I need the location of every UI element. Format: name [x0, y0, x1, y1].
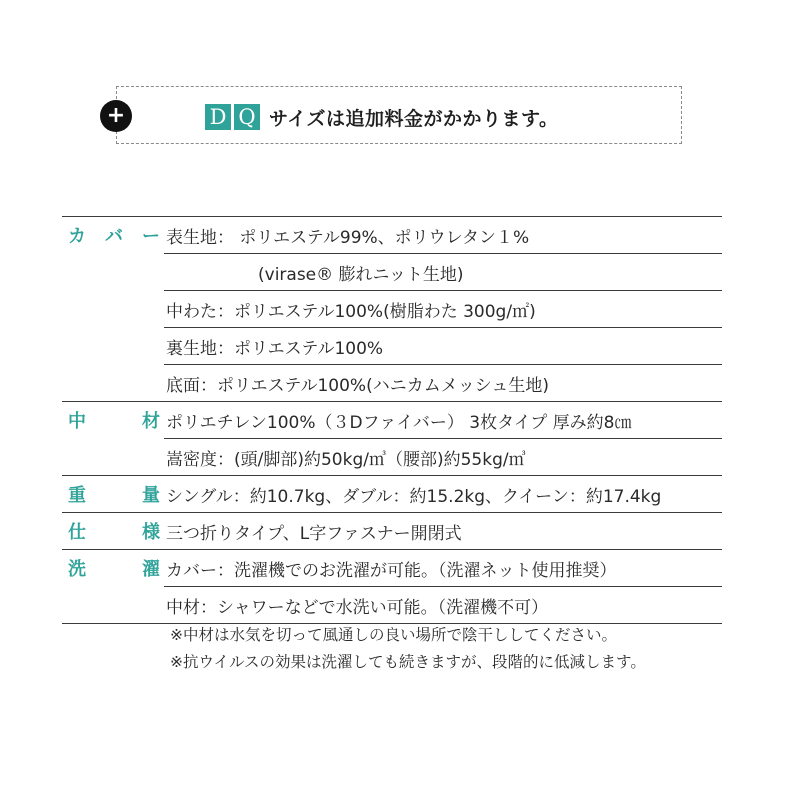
spec-row: シングル：約10.7kg、ダブル：約15.2kg、クイーン：約17.4kg	[166, 486, 662, 507]
notice-text: サイズは追加料金がかかります。	[269, 107, 559, 130]
spec-group-weight	[62, 475, 722, 512]
spec-table	[62, 216, 722, 624]
spec-group-spec	[62, 512, 722, 549]
category-washing: 洗 濯	[68, 559, 160, 580]
category-core: 中 材	[68, 411, 160, 432]
spec-row: 表生地： ポリエステル99%、ポリウレタン１%	[166, 227, 530, 248]
notice-line	[205, 103, 558, 131]
spec-row: (virase® 膨れニット生地)	[164, 253, 722, 290]
spec-group-cover	[62, 216, 722, 401]
spec-row: 底面：ポリエステル100%(ハニカムメッシュ生地)	[164, 364, 722, 401]
spec-row: カバー：洗濯機でのお洗濯が可能。（洗濯ネット使用推奨）	[166, 560, 617, 581]
spec-row: 裏生地：ポリエステル100%	[164, 327, 722, 364]
spec-group-washing	[62, 549, 722, 624]
note-line: ※抗ウイルスの効果は洗濯しても続きますが、段階的に低減します。	[170, 653, 646, 671]
category-weight: 重 量	[68, 485, 160, 506]
spec-row: 嵩密度：(頭/脚部)約50kg/㎥（腰部)約55kg/㎥	[164, 438, 722, 475]
spec-row: 中わた：ポリエステル100%(樹脂わた 300g/㎡)	[164, 290, 722, 327]
care-notes	[170, 622, 646, 676]
category-spec: 仕 様	[68, 522, 160, 543]
plus-icon: +	[100, 100, 132, 132]
spec-row: 中材：シャワーなどで水洗い可能。（洗濯機不可）	[164, 586, 722, 623]
spec-row: ポリエチレン100%（３Dファイバー） 3枚タイプ 厚み約8㎝	[166, 412, 632, 433]
size-badge-d: D	[205, 104, 231, 130]
spec-row: 三つ折りタイプ、L字ファスナー開閉式	[166, 523, 462, 544]
category-cover: カ バ ー	[68, 226, 160, 247]
size-badge-q: Q	[234, 104, 260, 130]
spec-group-core	[62, 401, 722, 475]
note-line: ※中材は水気を切って風通しの良い場所で陰干ししてください。	[170, 626, 617, 644]
